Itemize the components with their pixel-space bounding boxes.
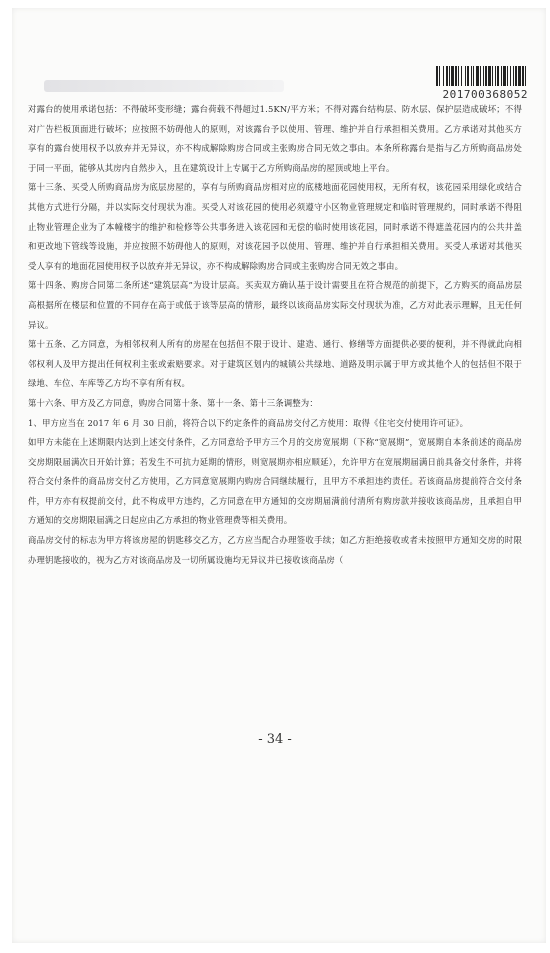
paragraph-delivery-sign: 商品房交付的标志为甲方将该房屋的钥匙移交乙方，乙方应当配合办理签收手续；如乙方拒绝接收或者未按照甲方通知交房的时限办理钥匙接收的，视为乙方对该商品房及一切所属设施均无异议并已接收该商品房（ xyxy=(28,535,522,565)
paragraph-article-15: 第十五条、乙方同意，为相邻权利人所有的房屋在包括但不限于设计、建造、通行、修缮等方面提供必要的便利，并不得就此向相邻权利人及甲方提出任何权利主张或索赔要求。对于建筑区划内的城镇公共绿地、道路及明示属于甲方或其他个人的包括但不限于绿地、车位、车库等乙方均不享有所有权。 xyxy=(28,339,522,389)
paragraph-balcony-terms: 对露台的使用承诺包括：不得破坏变形缝；露台荷载不得超过1.5KN/平方米；不得对露台结构层、防水层、保护层造成破坏；不得对广告栏板顶面进行破坏；应按照不妨碍他人的原则，对该露台予以使用、管理、维护并自行承担相关费用。乙方承诺对其他买方享有的露台使用权予以放弃并无异议，亦不构成解除购房合同或主张购房合同无效之事由。本条所称露台是指与乙方所购商品房处于同一平面，能够从其房内自然步入，且在建筑设计上专属于乙方所购商品房的屋顶或地上平台。 xyxy=(28,104,522,173)
paragraph-grace-period: 如甲方未能在上述期限内达到上述交付条件，乙方同意给予甲方三个月的交房宽展期（下称“宽展期”，宽展期自本条前述的商品房交房期限届满次日开始计算；若发生不可抗力延期的情形，则宽展期亦相应顺延），允许甲方在宽展期届满日前具备交付条件，并将符合交付条件的商品房交付乙方使用，乙方同意宽展期内购房合同继续履行，且甲方不承担违约责任。若该商品房提前符合交付条件，甲方亦有权提前交付，此不构成甲方违约，乙方同意在甲方通知的交房期届满前付清所有购房款并接收该商品房，且承担自甲方通知的交房期限届满之日起应由乙方承担的物业管理费等相关费用。 xyxy=(28,437,522,526)
barcode-bar xyxy=(526,66,528,86)
document-body xyxy=(28,100,522,570)
page-number: - 34 - xyxy=(258,732,292,747)
paragraph-article-16: 第十六条、甲方及乙方同意，购房合同第十条、第十一条、第十三条调整为： xyxy=(28,397,318,408)
scan-smudge xyxy=(44,80,284,92)
barcode-number: 201700368052 xyxy=(442,88,528,101)
paragraph-article-13: 第十三条、买受人所购商品房为底层房屋的，享有与所购商品房相对应的底楼地面花园使用权，无所有权，该花园采用绿化或结合其他方式进行分隔，并以实际交付现状为准。买受人对该花园的使用必须遵守小区物业管理规定和临时管理规约，同时承诺不得阻止物业管理企业为了本幢楼宇的维护和检修等公共事务进入该花园和无偿的临时使用该花园，同时承诺不得遮盖花园内的公共井盖和更改地下管线等设施，并应按照不妨碍他人的原则，对该花园予以使用、管理、维护并自行承担相关费用。买受人承诺对其他买受人享有的地面花园使用权予以放弃并无异议，亦不构成解除购房合同或主张购房合同无效之事由。 xyxy=(28,182,522,271)
barcode-bars xyxy=(368,66,528,86)
paragraph-article-14: 第十四条、购房合同第二条所述“建筑层高”为设计层高。买卖双方确认基于设计需要且在符合规范的前提下，乙方购买的商品房层高根据所在楼层和位置的不同存在高于或低于该等层高的情形，最终以该商品房实际交付现状为准，乙方对此表示理解，且无任何异议。 xyxy=(28,280,522,330)
paragraph-delivery-date: 1、甲方应当在 2017 年 6 月 30 日前，将符合以下约定条件的商品房交付乙方使用：取得《住宅交付使用许可证》。 xyxy=(28,417,469,428)
